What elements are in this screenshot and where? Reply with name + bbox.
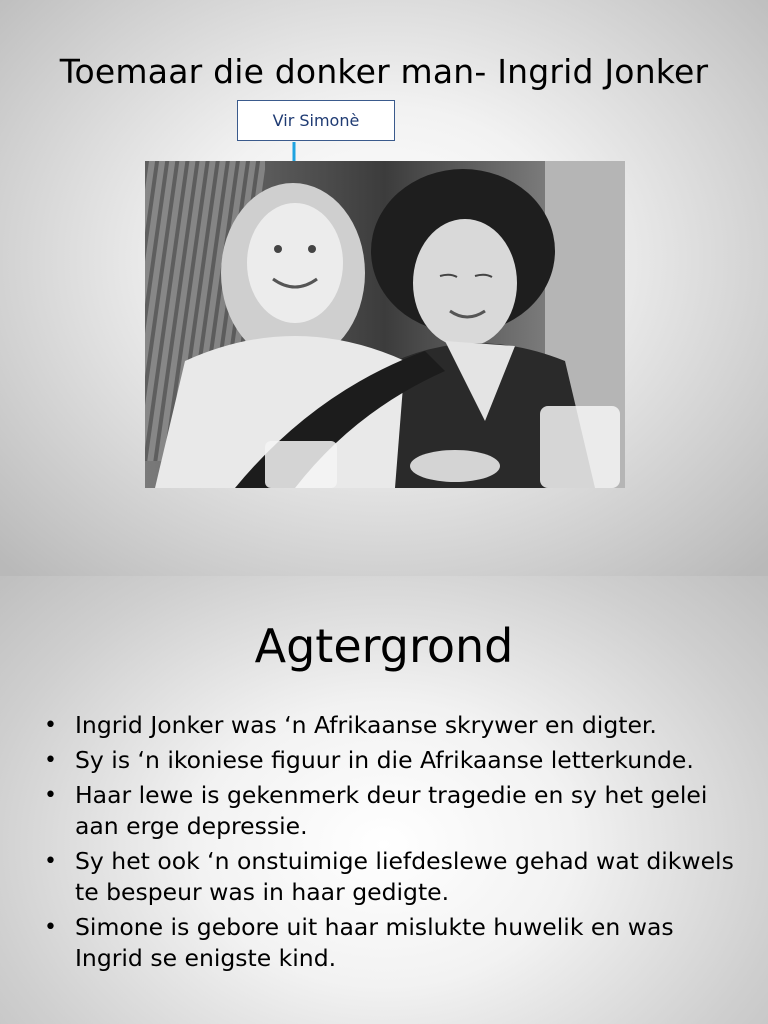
slide-title: Agtergrond — [254, 619, 514, 673]
bullet-text: Sy is ‘n ikoniese figuur in die Afrikaanse letterkunde. — [75, 746, 694, 774]
list-item — [40, 846, 740, 908]
list-item — [40, 710, 740, 741]
bullet-text: Ingrid Jonker was ‘n Afrikaanse skrywer en digter. — [75, 711, 657, 739]
bullet-icon: • — [44, 748, 57, 773]
bullet-icon: • — [44, 915, 57, 940]
bullet-list — [40, 710, 740, 978]
list-item — [40, 912, 740, 974]
bullet-icon: • — [44, 783, 57, 808]
list-item — [40, 745, 740, 776]
bullet-text: Haar lewe is gekenmerk deur tragedie en sy het gelei aan erge depressie. — [75, 781, 708, 840]
slide-2 — [0, 576, 768, 1024]
bullet-icon: • — [44, 713, 57, 738]
slide-title: Toemaar die donker man- Ingrid Jonker — [59, 52, 709, 91]
list-item — [40, 780, 740, 842]
bullet-icon: • — [44, 849, 57, 874]
photo — [145, 161, 625, 488]
callout-label: Vir Simonè — [272, 111, 360, 130]
bullet-text: Simone is gebore uit haar mislukte huwelik en was Ingrid se enigste kind. — [75, 913, 674, 972]
callout-box — [237, 100, 395, 141]
bullet-text: Sy het ook ‘n onstuimige liefdeslewe gehad wat dikwels te bespeur was in haar gedigte. — [75, 847, 734, 906]
